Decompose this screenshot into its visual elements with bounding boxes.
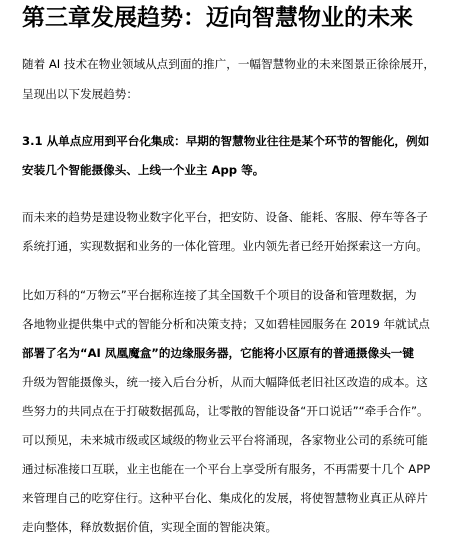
chapter-title: 第三章发展趋势：迈向智慧物业的未来 (22, 5, 413, 31)
section-heading-line-1: 3.1 从单点应用到平台化集成：早期的智慧物业往往是某个环节的智能化，例如 (22, 134, 430, 148)
paragraph-line-8: 各地物业提供集中式的智能分析和决策支持；又如碧桂园服务在 2019 年就试点 (22, 317, 430, 331)
section-heading-line-2: 安装几个智能摄像头、上线一个业主 App 等。 (22, 163, 265, 177)
paragraph-line-9: 部署了名为“AI 凤凰魔盒”的边缘服务器，它能将小区原有的普通摄像头一键 (22, 346, 414, 360)
paragraph-line-15: 走向整体，释放数据价值，实现全面的智能决策。 (22, 520, 278, 534)
paragraph-line-11: 些努力的共同点在于打破数据孤岛，让零散的智能设备“开口说话”“牵手合作”。 (22, 404, 429, 418)
paragraph-line-10: 升级为智能摄像头，统一接入后台分析，从而大幅降低老旧社区改造的成本。这 (22, 375, 428, 389)
paragraph-line-6: 系统打通，实现数据和业务的一体化管理。业内领先者已经开始探索这一方向。 (22, 239, 428, 253)
paragraph-line-1: 随着 AI 技术在物业领域从点到面的推广，一幅智慧物业的未来图景正徐徐展开， (22, 57, 435, 71)
paragraph-line-14: 来管理自己的吃穿住行。这种平台化、集成化的发展，将使智慧物业真正从碎片 (22, 491, 428, 505)
paragraph-line-7: 比如万科的“万物云”平台据称连接了其全国数千个项目的设备和管理数据，为 (22, 288, 417, 302)
paragraph-line-12: 可以预见，未来城市级或区域级的物业云平台将涌现，各家物业公司的系统可能 (22, 433, 428, 447)
paragraph-line-2: 呈现出以下发展趋势： (22, 87, 138, 101)
paragraph-line-13: 通过标准接口互联，业主也能在一个平台上享受所有服务，不再需要十几个 APP (22, 462, 431, 476)
paragraph-line-5: 而未来的趋势是建设物业数字化平台，把安防、设备、能耗、客服、停车等各子 (22, 210, 428, 224)
